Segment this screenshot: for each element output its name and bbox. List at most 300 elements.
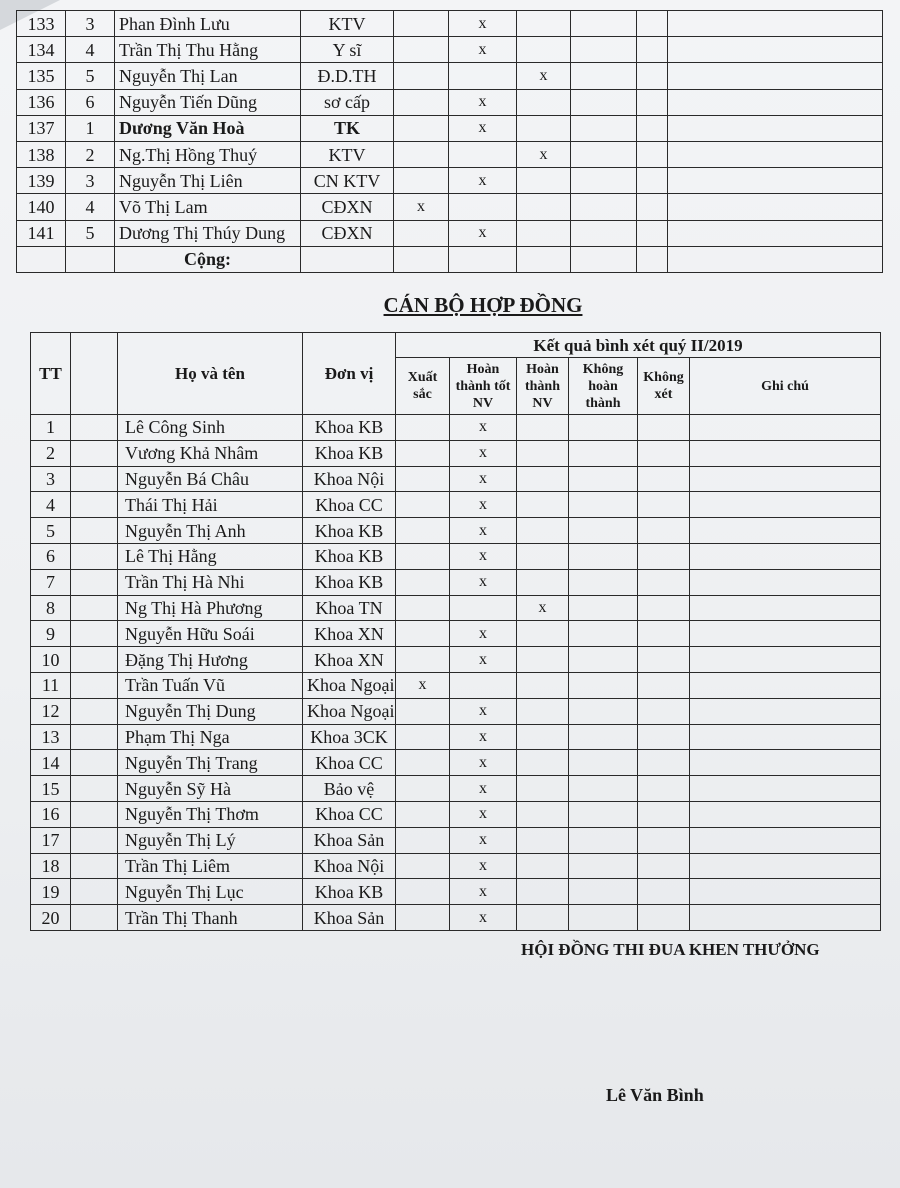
table-row [31,801,881,827]
row-tt: 13 [31,724,71,750]
row-number: 5 [66,63,115,89]
result-cell: x [449,11,517,37]
result-cell: x [449,37,517,63]
row-unit: Khoa Sản [303,905,396,931]
row-name: Ng.Thị Hồng Thuý [115,141,301,167]
note-cell [690,595,881,621]
row-stt: 137 [17,115,66,141]
result-cell [517,220,571,246]
row-number: 1 [66,115,115,141]
row-number: 2 [66,141,115,167]
result-cell [394,89,449,115]
row-name: Trần Tuấn Vũ [118,672,303,698]
row-name: Trần Thị Liêm [118,853,303,879]
result-cell [517,466,569,492]
row-number: 4 [66,194,115,220]
result-cell: x [450,569,517,595]
result-cell [569,595,638,621]
result-cell [638,466,690,492]
row-tt: 16 [31,801,71,827]
row-name: Nguyễn Thị Lan [115,63,301,89]
row-tt: 12 [31,698,71,724]
header-result-group: Kết quả bình xét quý II/2019 [396,333,881,358]
note-cell [690,801,881,827]
result-cell: x [449,220,517,246]
note-cell [690,776,881,802]
row-unit: CĐXN [301,194,394,220]
result-cell: x [450,801,517,827]
note-cell [690,905,881,931]
result-cell [517,89,571,115]
result-cell [638,672,690,698]
row-stt: 136 [17,89,66,115]
row-name: Lê Công Sinh [118,415,303,441]
result-cell [637,63,668,89]
header-good: Hoàn thành tốt NV [450,358,517,415]
row-unit: CN KTV [301,168,394,194]
result-cell [517,621,569,647]
row-tt: 17 [31,827,71,853]
row-name: Vương Khả Nhâm [118,440,303,466]
total-blank [17,246,66,272]
result-cell [638,518,690,544]
row-blank [71,905,118,931]
result-cell [638,776,690,802]
total-blank [517,246,571,272]
result-cell [394,220,449,246]
row-name: Phạm Thị Nga [118,724,303,750]
note-cell [690,440,881,466]
result-cell [396,776,450,802]
result-cell [517,492,569,518]
top-table-body [17,11,883,273]
result-cell [396,698,450,724]
row-blank [71,776,118,802]
result-cell [571,194,637,220]
result-cell [637,89,668,115]
result-cell [517,776,569,802]
row-unit: Y sĩ [301,37,394,63]
result-cell [396,415,450,441]
row-name: Võ Thị Lam [115,194,301,220]
row-unit: Khoa XN [303,621,396,647]
result-cell: x [450,518,517,544]
table-row [31,776,881,802]
result-cell [638,750,690,776]
result-cell [449,141,517,167]
row-unit: TK [301,115,394,141]
total-blank [637,246,668,272]
result-cell [517,569,569,595]
row-tt: 6 [31,543,71,569]
row-unit: Khoa TN [303,595,396,621]
result-cell [571,220,637,246]
row-blank [71,492,118,518]
note-cell [690,569,881,595]
table-row [17,89,883,115]
result-cell: x [450,466,517,492]
header-note: Ghi chú [690,358,881,415]
result-cell [638,801,690,827]
top-table [16,10,883,273]
result-cell [569,569,638,595]
result-cell [396,801,450,827]
row-tt: 19 [31,879,71,905]
result-cell [638,724,690,750]
result-cell [571,37,637,63]
result-cell [517,827,569,853]
result-cell [569,543,638,569]
table-row [31,905,881,931]
result-cell [450,595,517,621]
section-title: CÁN BỘ HỢP ĐỒNG [383,293,583,317]
row-stt: 135 [17,63,66,89]
header-excellent: Xuất sắc [396,358,450,415]
row-unit: CĐXN [301,220,394,246]
result-cell [394,11,449,37]
table-row [31,672,881,698]
result-cell [569,440,638,466]
row-unit: Khoa KB [303,569,396,595]
row-name: Trần Thị Thu Hằng [115,37,301,63]
result-cell [517,415,569,441]
table-row [31,827,881,853]
result-cell [638,595,690,621]
row-name: Nguyễn Thị Lục [118,879,303,905]
result-cell: x [450,647,517,673]
result-cell [637,194,668,220]
table-row [17,220,883,246]
header-tt: TT [31,333,71,415]
table-row [17,168,883,194]
note-cell [690,518,881,544]
result-cell [569,801,638,827]
row-stt: 134 [17,37,66,63]
note-cell [690,750,881,776]
result-cell [569,466,638,492]
row-tt: 2 [31,440,71,466]
result-cell [394,115,449,141]
result-cell: x [450,750,517,776]
result-cell [569,724,638,750]
row-tt: 7 [31,569,71,595]
row-unit: sơ cấp [301,89,394,115]
table-row [31,440,881,466]
header-not-evaluated: Không xét [638,358,690,415]
row-number: 5 [66,220,115,246]
result-cell [450,672,517,698]
result-cell [638,492,690,518]
row-blank [71,853,118,879]
row-tt: 3 [31,466,71,492]
result-cell [637,141,668,167]
result-cell [396,750,450,776]
row-number: 3 [66,11,115,37]
note-cell [690,724,881,750]
result-cell [517,518,569,544]
result-cell [449,63,517,89]
table-row [31,647,881,673]
result-cell [517,672,569,698]
total-row [17,246,883,272]
result-cell [569,647,638,673]
row-unit: Bảo vệ [303,776,396,802]
row-number: 6 [66,89,115,115]
contract-staff-table [30,332,881,931]
row-unit: Khoa KB [303,518,396,544]
row-stt: 138 [17,141,66,167]
row-blank [71,724,118,750]
result-cell [517,37,571,63]
result-cell [517,801,569,827]
row-blank [71,543,118,569]
row-name: Nguyễn Thị Liên [115,168,301,194]
header-unit: Đơn vị [303,333,396,415]
result-cell [637,37,668,63]
table-row [31,415,881,441]
row-tt: 5 [31,518,71,544]
note-cell [690,698,881,724]
result-cell [638,853,690,879]
row-unit: Khoa Ngoại [303,672,396,698]
row-blank [71,569,118,595]
row-name: Lê Thị Hằng [118,543,303,569]
result-cell [638,905,690,931]
result-cell [517,905,569,931]
result-cell [569,415,638,441]
note-cell [690,543,881,569]
table-row [17,115,883,141]
table-row [31,698,881,724]
header-incomplete: Không hoàn thành [569,358,638,415]
total-blank [449,246,517,272]
result-cell [396,466,450,492]
row-tt: 4 [31,492,71,518]
result-cell [396,492,450,518]
row-blank [71,698,118,724]
table-row [31,595,881,621]
result-cell: x [450,827,517,853]
row-blank [71,440,118,466]
row-tt: 18 [31,853,71,879]
row-blank [71,879,118,905]
result-cell [569,853,638,879]
row-blank [71,827,118,853]
row-blank [71,801,118,827]
result-cell [517,750,569,776]
row-unit: Khoa Nội [303,466,396,492]
note-cell [668,168,883,194]
result-cell [517,879,569,905]
result-cell [638,415,690,441]
result-cell [569,827,638,853]
row-name: Nguyễn Sỹ Hà [118,776,303,802]
result-cell [394,168,449,194]
row-name: Phan Đình Lưu [115,11,301,37]
note-cell [668,11,883,37]
result-cell [637,11,668,37]
row-tt: 20 [31,905,71,931]
result-cell [638,647,690,673]
result-cell [396,440,450,466]
result-cell [396,905,450,931]
result-cell [637,168,668,194]
result-cell: x [450,415,517,441]
table-row [17,11,883,37]
row-unit: Đ.D.TH [301,63,394,89]
row-unit: KTV [301,141,394,167]
result-cell [517,724,569,750]
row-unit: Khoa CC [303,750,396,776]
table-row [17,63,883,89]
row-name: Trần Thị Thanh [118,905,303,931]
row-name: Nguyễn Thị Thơm [118,801,303,827]
result-cell [517,115,571,141]
result-cell: x [450,698,517,724]
result-cell [571,168,637,194]
row-unit: Khoa XN [303,647,396,673]
row-unit: Khoa KB [303,440,396,466]
result-cell [638,621,690,647]
note-cell [690,621,881,647]
row-unit: KTV [301,11,394,37]
row-unit: Khoa CC [303,801,396,827]
result-cell: x [449,115,517,141]
result-cell: x [450,621,517,647]
row-name: Nguyễn Thị Lý [118,827,303,853]
table-row [31,492,881,518]
result-cell [396,879,450,905]
contract-staff-table-body [31,415,881,931]
row-unit: Khoa KB [303,543,396,569]
row-stt: 139 [17,168,66,194]
result-cell [396,543,450,569]
note-cell [690,492,881,518]
table-row [31,879,881,905]
result-cell: x [450,879,517,905]
row-blank [71,466,118,492]
result-cell [638,543,690,569]
result-cell [569,905,638,931]
row-unit: Khoa Sản [303,827,396,853]
table-row [31,750,881,776]
table-row [31,466,881,492]
result-cell [517,647,569,673]
result-cell [396,569,450,595]
result-cell [394,63,449,89]
total-blank [66,246,115,272]
note-cell [690,466,881,492]
header-complete: Hoàn thành NV [517,358,569,415]
result-cell [396,827,450,853]
result-cell [638,569,690,595]
note-cell [668,115,883,141]
row-name: Nguyễn Tiến Dũng [115,89,301,115]
result-cell [569,750,638,776]
result-cell: x [394,194,449,220]
table-row [31,543,881,569]
row-unit: Khoa KB [303,879,396,905]
row-number: 3 [66,168,115,194]
result-cell [571,141,637,167]
result-cell: x [450,776,517,802]
result-cell [637,115,668,141]
row-tt: 8 [31,595,71,621]
result-cell [569,698,638,724]
result-cell [569,776,638,802]
result-cell [571,89,637,115]
row-blank [71,595,118,621]
result-cell: x [450,724,517,750]
row-blank [71,621,118,647]
note-cell [690,415,881,441]
row-blank [71,672,118,698]
header-blank [71,333,118,415]
result-cell: x [449,168,517,194]
result-cell [396,647,450,673]
table-row [17,37,883,63]
table-row [31,724,881,750]
result-cell [571,11,637,37]
result-cell [396,595,450,621]
row-tt: 1 [31,415,71,441]
table-row [17,141,883,167]
result-cell: x [450,543,517,569]
total-blank [301,246,394,272]
row-stt: 133 [17,11,66,37]
header-row [31,333,881,358]
result-cell [517,698,569,724]
note-cell [668,89,883,115]
row-blank [71,518,118,544]
result-cell [396,518,450,544]
note-cell [690,827,881,853]
note-cell [690,647,881,673]
result-cell: x [396,672,450,698]
result-cell: x [450,905,517,931]
note-cell [690,853,881,879]
row-name: Thái Thị Hải [118,492,303,518]
total-label: Cộng: [115,246,301,272]
result-cell [638,440,690,466]
row-unit: Khoa 3CK [303,724,396,750]
result-cell [396,724,450,750]
result-cell: x [517,63,571,89]
note-cell [690,672,881,698]
row-name: Dương Thị Thúy Dung [115,220,301,246]
row-stt: 140 [17,194,66,220]
result-cell [394,37,449,63]
total-blank [571,246,637,272]
total-blank [394,246,449,272]
result-cell: x [450,492,517,518]
row-tt: 11 [31,672,71,698]
result-cell [517,194,571,220]
result-cell [396,621,450,647]
row-tt: 15 [31,776,71,802]
result-cell [517,11,571,37]
result-cell [571,63,637,89]
row-number: 4 [66,37,115,63]
row-unit: Khoa Nội [303,853,396,879]
note-cell [668,141,883,167]
result-cell [517,853,569,879]
result-cell: x [517,141,571,167]
row-tt: 9 [31,621,71,647]
result-cell [571,115,637,141]
row-blank [71,750,118,776]
note-cell [668,63,883,89]
